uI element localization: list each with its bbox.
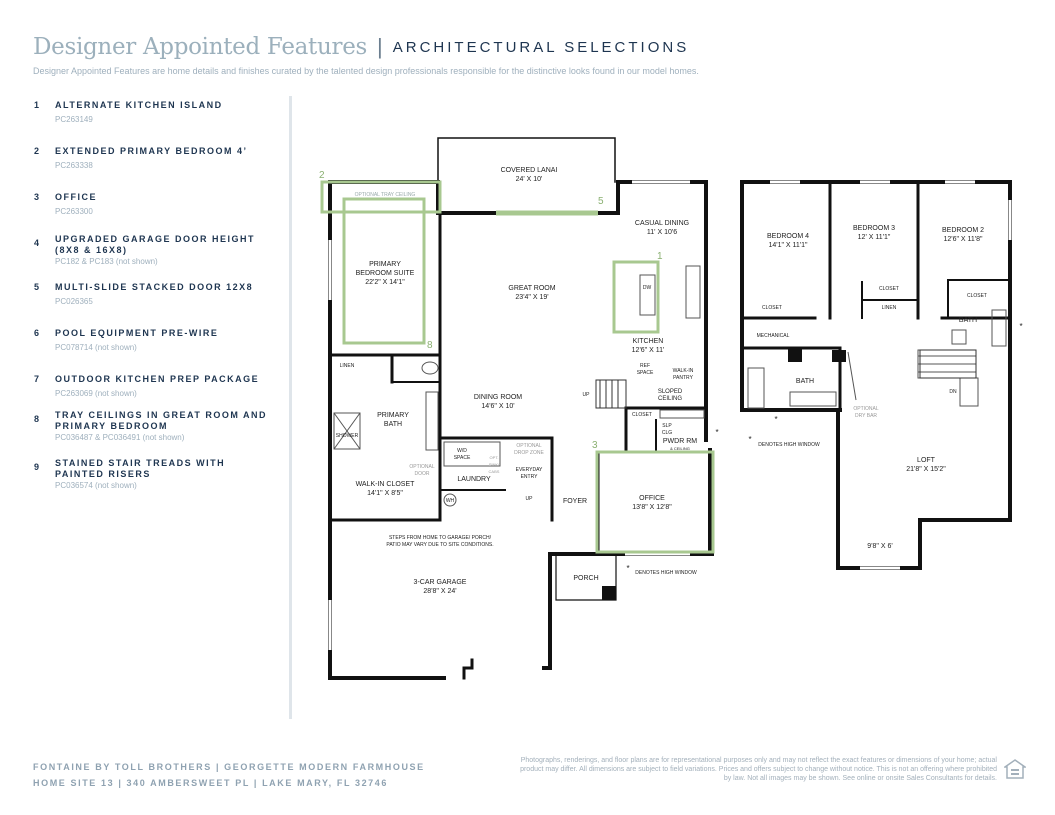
feature-item	[34, 192, 284, 234]
equal-housing-icon	[1004, 758, 1026, 780]
footer-line-1: FONTAINE BY TOLL BROTHERS | GEORGETTE MODERN FARMHOUSE	[33, 762, 425, 772]
linen-label: LINEN	[339, 363, 355, 369]
up-label: UP	[525, 496, 533, 502]
room-label: PRIMARY	[377, 412, 409, 419]
ref-label: REF	[640, 363, 650, 369]
optional-door-label: OPTIONAL	[409, 464, 435, 470]
feature-title: POOL EQUIPMENT PRE-WIRE	[55, 328, 219, 338]
feature-title: EXTENDED PRIMARY BEDROOM 4’	[55, 146, 248, 156]
feature-title: OFFICE	[55, 192, 97, 202]
feature-number: 2	[34, 146, 40, 156]
closet-label: CLOSET	[966, 293, 988, 299]
room-label: PORCH	[573, 575, 599, 582]
room-dim: 23'4" X 19'	[515, 294, 549, 301]
ref-label: SPACE	[636, 370, 654, 376]
stairs	[596, 350, 976, 408]
room-label: PWDR RM	[662, 438, 698, 445]
shower-label: SHOWER	[335, 433, 359, 439]
room-dim: 13'8" X 12'8"	[632, 504, 672, 511]
feature-number: 8	[34, 414, 40, 424]
marker-5: 5	[598, 196, 604, 207]
feature-number: 7	[34, 374, 40, 384]
room-dim: 12' X 11'1"	[857, 234, 891, 241]
page-subtitle: ARCHITECTURAL SELECTIONS	[392, 38, 690, 56]
feature-title: MULTI-SLIDE STACKED DOOR 12X8	[55, 282, 254, 292]
feature-code: PC036574 (not shown)	[55, 481, 137, 490]
asterisk: *	[774, 415, 778, 424]
feature-code: PC036487 & PC036491 (not shown)	[55, 433, 185, 442]
feature-code: PC078714 (not shown)	[55, 343, 137, 352]
mechanical-chase	[832, 350, 846, 362]
feature-title: OUTDOOR KITCHEN PREP PACKAGE	[55, 374, 260, 384]
room-dim: 12'6" X 11'	[631, 347, 665, 354]
asterisk: *	[715, 428, 719, 437]
dn-label: DN	[949, 389, 957, 395]
feature-item	[34, 146, 284, 192]
footer-address	[33, 759, 425, 791]
marker-8: 8	[427, 340, 433, 351]
room-dim: 14'1" X 8'5"	[367, 490, 403, 497]
feature-code: PC263069 (not shown)	[55, 389, 137, 398]
feature-number: 3	[34, 192, 40, 202]
slp-label: SLP	[662, 423, 672, 429]
feature-number: 9	[34, 462, 40, 472]
asterisk: *	[626, 564, 630, 573]
feature-item	[34, 374, 284, 410]
room-label: CASUAL DINING	[634, 220, 690, 227]
entry-label: ENTRY	[520, 474, 538, 480]
optional-door-label: DOOR	[414, 471, 430, 477]
page-title: Designer Appointed Features	[33, 34, 368, 60]
feature-number: 6	[34, 328, 40, 338]
mechanical-label: MECHANICAL	[756, 333, 790, 339]
asterisk: *	[1019, 322, 1023, 331]
header	[33, 34, 689, 60]
room-label: 3-CAR GARAGE	[413, 579, 467, 586]
mechanical-chase	[788, 348, 802, 362]
room-label: BEDROOM 2	[941, 227, 985, 234]
high-window-note: DENOTES HIGH WINDOW	[635, 570, 697, 576]
wh-label: WH	[445, 498, 455, 504]
feature-title: TRAY CEILINGS IN GREAT ROOM AND PRIMARY BEDROOM	[55, 410, 268, 431]
feature-number: 1	[34, 100, 40, 110]
dry-bar-label: DRY BAR	[854, 413, 878, 419]
room-dim: 12'6" X 11'8"	[943, 236, 983, 243]
title-separator: |	[377, 34, 383, 59]
pwdr-ceiling-label: & CEILING	[670, 446, 690, 451]
high-window-note: DENOTES HIGH WINDOW	[758, 442, 820, 448]
footer-line-2: HOME SITE 13 | 340 AMBERSWEET PL | LAKE MARY, FL 32746	[33, 778, 389, 788]
feature-item	[34, 458, 284, 498]
drop-zone-label: OPTIONAL	[516, 443, 542, 449]
room-label: BATH	[383, 421, 403, 428]
steps-note: STEPS FROM HOME TO GARAGE/ PORCH/	[388, 535, 492, 541]
dry-bar-label: OPTIONAL	[853, 406, 879, 412]
tray-ceiling-label: OPTIONAL TRAY CEILING	[354, 192, 416, 198]
closet-label: CLOSET	[631, 412, 653, 418]
walls	[330, 138, 1010, 678]
floor-plan	[300, 120, 1040, 690]
room-label: PRIMARY	[369, 261, 401, 268]
room-label: OFFICE	[639, 495, 665, 502]
footer-disclaimer: Photographs, renderings, and floor plans are for representational purposes only and may not reflect the exact features or dimensions of your home; actual product may differ. All dimensions are subject to field variations. Prices and offers subject to change without notice. This is not an offering where prohibited by law. Not all images may be shown. See online or onsite Sales Consultants for details.	[520, 757, 997, 782]
room-label: GREAT ROOM	[508, 285, 556, 292]
room-label: BEDROOM SUITE	[355, 270, 415, 277]
room-dim: 9'8" X 6'	[867, 543, 893, 550]
page-description: Designer Appointed Features are home details and finishes curated by the talented design professionals responsible for the distinctive looks found in our model homes.	[33, 66, 699, 76]
wd-label: SPACE	[453, 455, 471, 461]
feature-title: ALTERNATE KITCHEN ISLAND	[55, 100, 223, 110]
feature-number: 5	[34, 282, 40, 292]
room-label: KITCHEN	[632, 338, 664, 345]
sink-label: CABS	[488, 469, 500, 474]
room-label: BEDROOM 4	[766, 233, 810, 240]
closet-label: CLOSET	[878, 286, 900, 292]
marker-2: 2	[319, 170, 325, 181]
feature-code: PC263300	[55, 207, 93, 216]
room-dim: 14'1" X 11'1"	[768, 242, 808, 249]
room-label: BATH	[795, 378, 815, 385]
feature-title: STAINED STAIR TREADS WITH PAINTED RISERS	[55, 458, 226, 479]
room-label: DINING ROOM	[473, 394, 523, 401]
sink-label: OPT.	[489, 455, 499, 460]
feature-item	[34, 100, 284, 146]
room-label: BATH	[958, 317, 978, 324]
room-dim: 14'6" X 10'	[481, 403, 515, 410]
room-label: BEDROOM 3	[852, 225, 896, 232]
room-label: COVERED LANAI	[500, 167, 558, 174]
dw-label: DW	[642, 285, 652, 291]
feature-number: 4	[34, 238, 40, 248]
room-dim: 28'8" X 24'	[423, 588, 457, 595]
feature-code: PC182 & PC183 (not shown)	[55, 257, 158, 266]
room-dim: 11' X 10'6	[646, 229, 678, 236]
room-label: LOFT	[917, 457, 935, 464]
room-label: LAUNDRY	[457, 476, 491, 483]
room-dim: 22'2" X 14'1"	[365, 279, 405, 286]
drop-zone-label: DROP ZONE	[514, 450, 544, 456]
vertical-divider	[289, 96, 292, 719]
feature-title: UPGRADED GARAGE DOOR HEIGHT (8X8 & 16X8)	[55, 234, 256, 255]
sloped-label: CEILING	[657, 396, 683, 402]
marker-1: 1	[657, 251, 663, 262]
pantry-label: WALK-IN	[672, 368, 694, 374]
feature-code: PC026365	[55, 297, 93, 306]
sink-label: SINK/	[488, 462, 500, 467]
slp-label: CLG	[661, 430, 673, 436]
up-label: UP	[582, 392, 590, 398]
pantry-label: PANTRY	[673, 375, 693, 381]
asterisk: *	[748, 435, 752, 444]
wd-label: W/D	[457, 448, 467, 454]
closet-label: CLOSET	[761, 305, 783, 311]
feature-item	[34, 410, 284, 458]
steps-note: PATIO MAY VARY DUE TO SITE CONDITIONS.	[386, 542, 494, 548]
room-dim: 24' X 10'	[515, 176, 543, 183]
marker-3: 3	[592, 440, 598, 451]
linen-label: LINEN	[881, 305, 897, 311]
room-dim: 21'8" X 15'2"	[906, 466, 946, 473]
sloped-label: SLOPED	[657, 389, 683, 395]
room-label: WALK-IN CLOSET	[355, 481, 415, 488]
room-label: FOYER	[562, 498, 588, 505]
features-list	[34, 100, 284, 498]
feature-item	[34, 282, 284, 328]
entry-label: EVERYDAY	[515, 467, 543, 473]
feature-item	[34, 234, 284, 282]
fixtures	[334, 266, 1006, 506]
feature-code: PC263338	[55, 161, 93, 170]
feature-item	[34, 328, 284, 374]
feature-code: PC263149	[55, 115, 93, 124]
